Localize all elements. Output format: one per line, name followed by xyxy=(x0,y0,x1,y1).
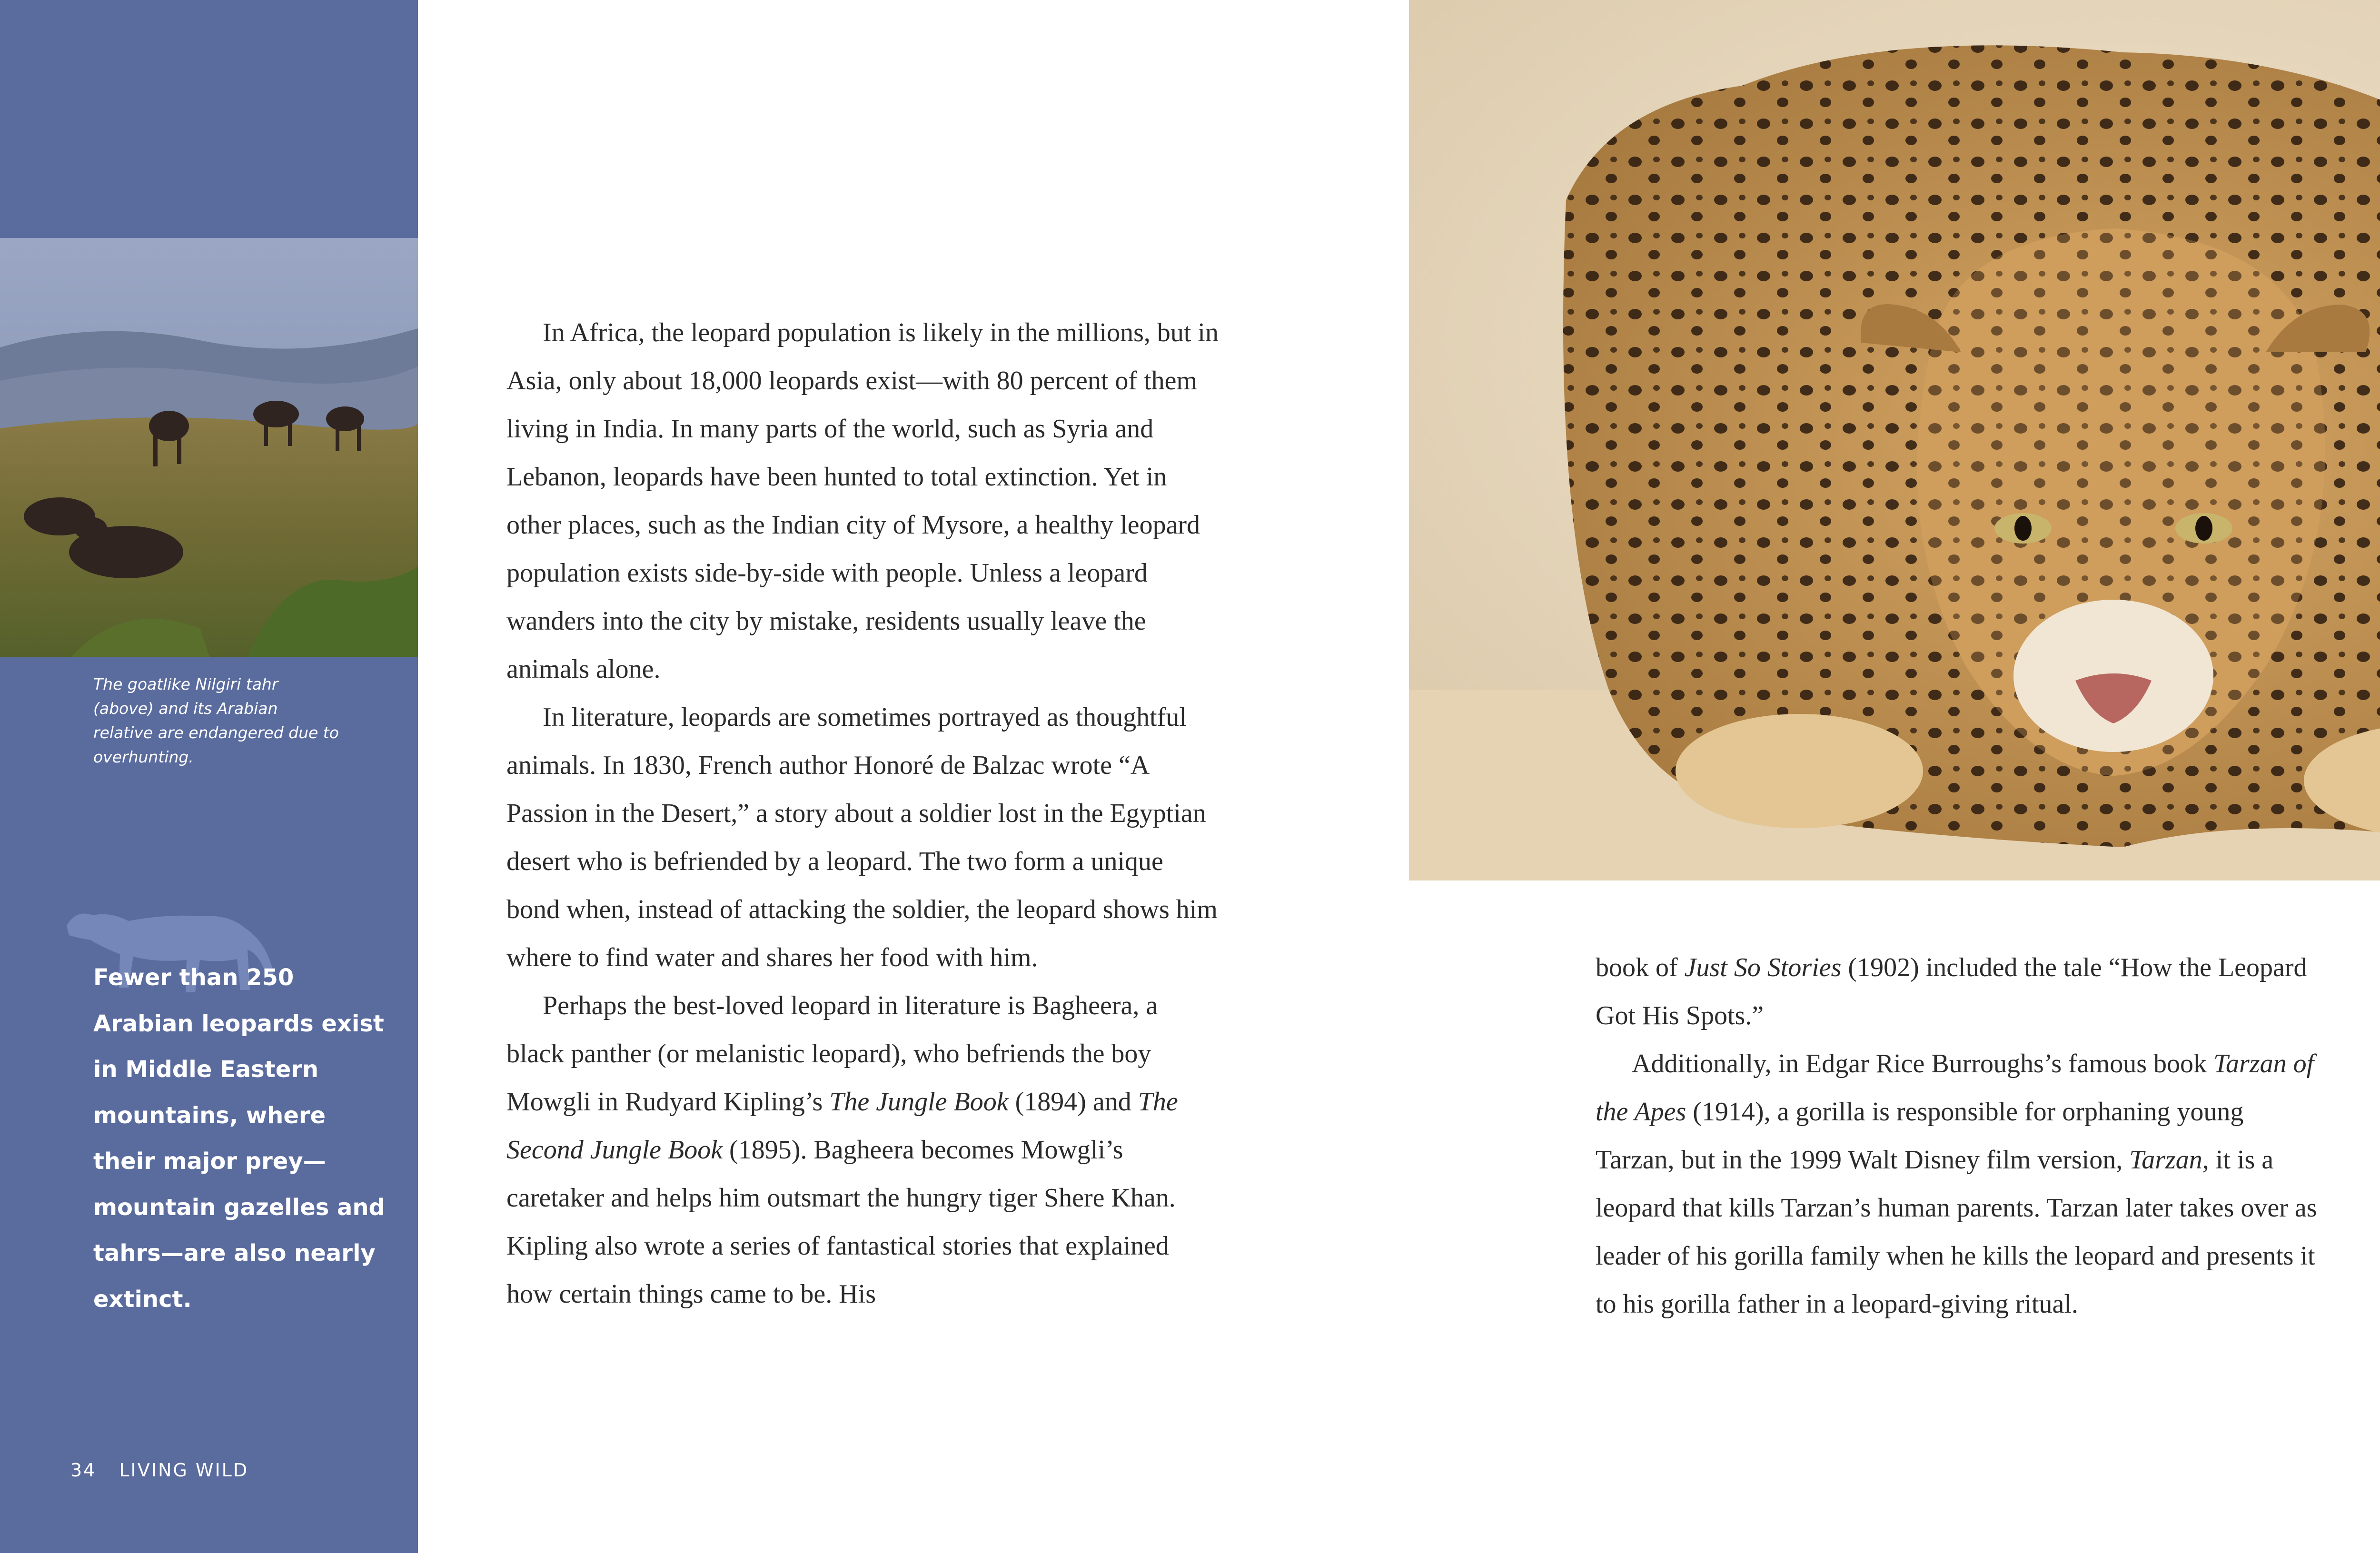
leopard-photo-illustration xyxy=(1409,0,2380,880)
paragraph-3-text-c: (1895). Bagheera becomes Mowgli’s caretaker and helps him outsmart the hungry tiger Shere Khan. Kipling also wrote a series of fantastical stories that explained how certain things came to be. His xyxy=(506,1135,1176,1309)
series-title: LIVING WILD xyxy=(119,1460,249,1481)
paragraph-4-text-b: (1914), a gorilla is responsible for orphaning young Tarzan, but in the 1999 Walt Disney film version, xyxy=(1596,1097,2244,1175)
just-so-stories-title: Just So Stories xyxy=(1684,953,1842,982)
tarzan-of-the-apes-title: Tarzan of the Apes xyxy=(1596,1049,2314,1127)
jungle-book-title: The Jungle Book xyxy=(829,1087,1009,1117)
folio-left xyxy=(70,1460,248,1481)
paragraph-4-text-c: , it is a leopard that kills Tarzan’s human parents. Tarzan later takes over as leader of his gorilla family when he kills the leopard and presents it to his gorilla father in a leopard-giving ritual. xyxy=(1596,1145,2317,1319)
paragraph-3 xyxy=(506,982,1220,1318)
page-number-left: 34 xyxy=(70,1460,97,1481)
second-jungle-book-title: The Second Jungle Book xyxy=(506,1087,1178,1165)
paragraph-3-text-a: Perhaps the best-loved leopard in literature is Bagheera, a black panther (or melanistic leopard), who befriends the boy Mowgli in Rudyard Kipling’s xyxy=(506,991,1158,1117)
tahr-photo-caption: The goatlike Nilgiri tahr (above) and its Arabian relative are endangered due to overhunting. xyxy=(93,675,339,766)
paragraph-3-cont-text-b: (1902) included the tale “How the Leopard Got His Spots.” xyxy=(1596,953,2307,1030)
body-column-right xyxy=(1596,944,2324,1328)
leopard-photo xyxy=(1409,0,2380,880)
tarzan-film-title: Tarzan xyxy=(2129,1145,2202,1175)
arabian-leopard-fact: Fewer than 250 Arabian leopards exist in Middle Eastern mountains, where their major prey—mountain gazelles and tahrs—are also nearly extinct. xyxy=(93,964,385,1313)
paragraph-2: In literature, leopards are sometimes portrayed as thoughtful animals. In 1830, French author Honoré de Balzac wrote “A Passion in the Desert,” a story about a soldier lost in the Egyptian desert who is befriended by a leopard. The two form a unique bond when, instead of attacking the soldier, the leopard shows him where to find water and shares her food with him. xyxy=(506,702,1218,972)
paragraph-4 xyxy=(1596,1040,2324,1328)
paragraph-3-continued xyxy=(1596,944,2324,1040)
tahr-photo xyxy=(0,238,418,657)
tahr-photo-illustration xyxy=(0,238,418,657)
paragraph-3-text-b: (1894) and xyxy=(1008,1087,1138,1117)
paragraph-3-cont-text-a: book of xyxy=(1596,953,1685,982)
body-column-left xyxy=(506,309,1220,1318)
paragraph-1: In Africa, the leopard population is likely in the millions, but in Asia, only about 18,000 leopards exist—with 80 percent of them living in India. In many parts of the world, such as Syria and Lebanon, leopards have been hunted to total extinction. Yet in other places, such as the Indian city of Mysore, a healthy leopard population exists side-by-side with people. Unless a leopard wanders into the city by mistake, residents usually leave the animals alone. xyxy=(506,318,1219,684)
paragraph-4-text-a: Additionally, in Edgar Rice Burroughs’s famous book xyxy=(1632,1049,2213,1078)
